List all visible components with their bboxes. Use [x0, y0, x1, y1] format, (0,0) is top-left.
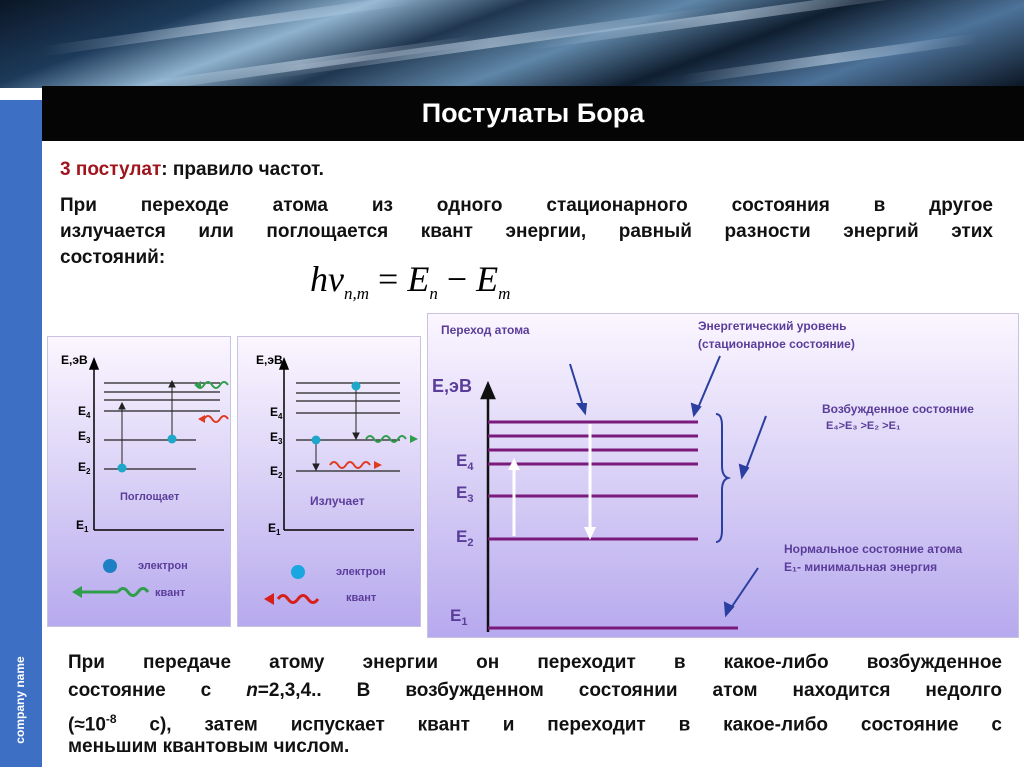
emit-e1-label: E [268, 521, 277, 535]
paragraph2-line3-exp: -8 [105, 712, 117, 726]
page-title: Постулаты Бора [421, 98, 645, 128]
postulate-rest: : правило частот. [161, 159, 324, 180]
formula-h: h [310, 259, 328, 299]
energy-levels-diagram [427, 313, 1019, 638]
levels-e4-label: E [456, 451, 468, 470]
absorb-e4-label: E [78, 404, 87, 418]
frequency-formula [310, 258, 510, 304]
absorb-levels [104, 383, 220, 469]
emit-legend-quantum: квант [346, 592, 377, 604]
company-name-label: company name [13, 655, 27, 744]
emit-quantum-wave-red [330, 462, 370, 468]
svg-text:E3 [456, 483, 473, 505]
paragraph2-line4: меньшим квантовым числом. [68, 736, 350, 757]
absorb-e4-sub: 4 [86, 411, 91, 420]
emit-electron-2 [312, 436, 321, 445]
paragraph1-line1: При переходе атома из одного стационарного состояния в другое [60, 195, 993, 216]
levels-e1-label: E [450, 606, 462, 625]
emit-e3-sub: 3 [278, 437, 283, 446]
emit-electron-1 [352, 382, 361, 391]
emit-diagram [237, 336, 421, 627]
normal-state-label: Нормальное состояние атома [784, 542, 963, 556]
absorb-caption: Поглощает [120, 491, 180, 503]
energy-level-lines [488, 422, 738, 628]
absorb-e3-sub: 3 [86, 436, 91, 445]
svg-text:E2 [456, 527, 473, 549]
normal-state-note: E₁- минимальная энергия [784, 560, 938, 574]
emit-legend-quantum-icon [278, 596, 318, 603]
postulate-label: 3 постулат [60, 159, 162, 180]
svg-text:E4 [270, 405, 283, 421]
absorb-e3-label: E [78, 429, 87, 443]
absorb-e2-label: E [78, 460, 87, 474]
absorb-legend-quantum: квант [155, 587, 186, 599]
absorb-legend-electron-icon [103, 559, 117, 573]
normal-pointer-arrow [731, 568, 758, 608]
levels-e1-sub: 1 [461, 616, 468, 628]
excited-state-inequality: E₄>E₃ >E₂ >E₁ [826, 420, 901, 432]
emit-e4-sub: 4 [278, 412, 283, 421]
svg-text:E1 [76, 518, 89, 534]
formula-equals: = [378, 259, 399, 299]
emit-legend-electron-icon [291, 565, 305, 579]
absorb-axis-label: E,эВ [61, 353, 88, 367]
levels-e2-sub: 2 [467, 537, 474, 549]
formula-nu: ν [328, 259, 344, 299]
transition-label: Переход атома [441, 323, 530, 337]
svg-text:E3 [78, 429, 91, 445]
paragraph2-line1: При передаче атому энергии он переходит в какое-либо возбужденное [68, 652, 1002, 673]
absorb-legend-quantum-icon [118, 589, 148, 596]
level-label-line1: Энергетический уровень [698, 319, 847, 333]
absorb-electron-2 [168, 435, 177, 444]
postulate-heading [60, 157, 324, 183]
svg-text:E2 [270, 464, 283, 480]
transition-pointer-arrow [570, 364, 583, 406]
paragraph1-line3: состояний: [60, 247, 166, 268]
formula-sub-m: m [498, 284, 511, 303]
formula-em: E [476, 259, 499, 299]
svg-text:E4 [456, 451, 474, 473]
paragraph2-line2-pre: состояние с [68, 680, 247, 701]
absorb-quantum-wave-red [204, 416, 228, 422]
emit-quantum-wave-green [366, 436, 406, 442]
paragraph2-line3-pre: (≈10 [68, 714, 106, 736]
emit-e4-label: E [270, 405, 279, 419]
paragraph2-line3-post: с), затем испускает квант и переходит в какое-либо состояние с [116, 714, 1002, 736]
levels-e3-label: E [456, 483, 468, 502]
formula-sub-nm: n,m [343, 284, 370, 303]
levels-e4-sub: 4 [467, 461, 474, 473]
emission-transition-arrow [584, 424, 596, 540]
company-name [3, 632, 37, 767]
levels-axis-label: E,эВ [432, 376, 472, 396]
emit-caption: Излучает [310, 494, 365, 508]
formula-sub-n: n [429, 284, 438, 303]
paragraph1-line2: излучается или поглощается квант энергии, равный разности энергий этих [60, 221, 993, 242]
formula-en: E [407, 259, 430, 299]
formula-minus: − [446, 259, 468, 299]
paragraph2-line2 [68, 678, 1002, 704]
excited-pointer-arrow [746, 416, 766, 469]
svg-text:E4 [78, 404, 91, 420]
emit-legend-electron: электрон [336, 566, 386, 578]
emit-e2-sub: 2 [278, 471, 283, 480]
emit-e3-label: E [270, 430, 279, 444]
paragraph2-line2-n: n [246, 680, 258, 701]
emit-e1-sub: 1 [276, 528, 281, 537]
emit-levels [296, 383, 400, 471]
header-banner-image [0, 0, 1024, 88]
absorb-diagram [47, 336, 231, 627]
level-pointer-arrow [698, 356, 720, 408]
absorb-e1-label: E [76, 518, 85, 532]
excited-levels-brace [716, 414, 728, 542]
svg-text:E1 [268, 521, 281, 537]
paragraph2-line2-post: =2,3,4.. В возбужденном состоянии атом находится недолго [257, 680, 1002, 701]
svg-text:E2 [78, 460, 91, 476]
svg-text:E3 [270, 430, 283, 446]
levels-e3-sub: 3 [467, 493, 474, 505]
title-bar [42, 86, 1024, 141]
emit-axis-label: E,эВ [256, 353, 283, 367]
level-label-line2: (стационарное состояние) [698, 337, 855, 351]
absorb-e1-sub: 1 [84, 525, 89, 534]
absorb-e2-sub: 2 [86, 467, 91, 476]
excited-state-label: Возбужденное состояние [822, 402, 974, 416]
absorb-electron-1 [118, 464, 127, 473]
absorb-legend-electron: электрон [138, 560, 188, 572]
levels-e2-label: E [456, 527, 468, 546]
svg-text:E1 [450, 606, 467, 628]
emit-e2-label: E [270, 464, 279, 478]
